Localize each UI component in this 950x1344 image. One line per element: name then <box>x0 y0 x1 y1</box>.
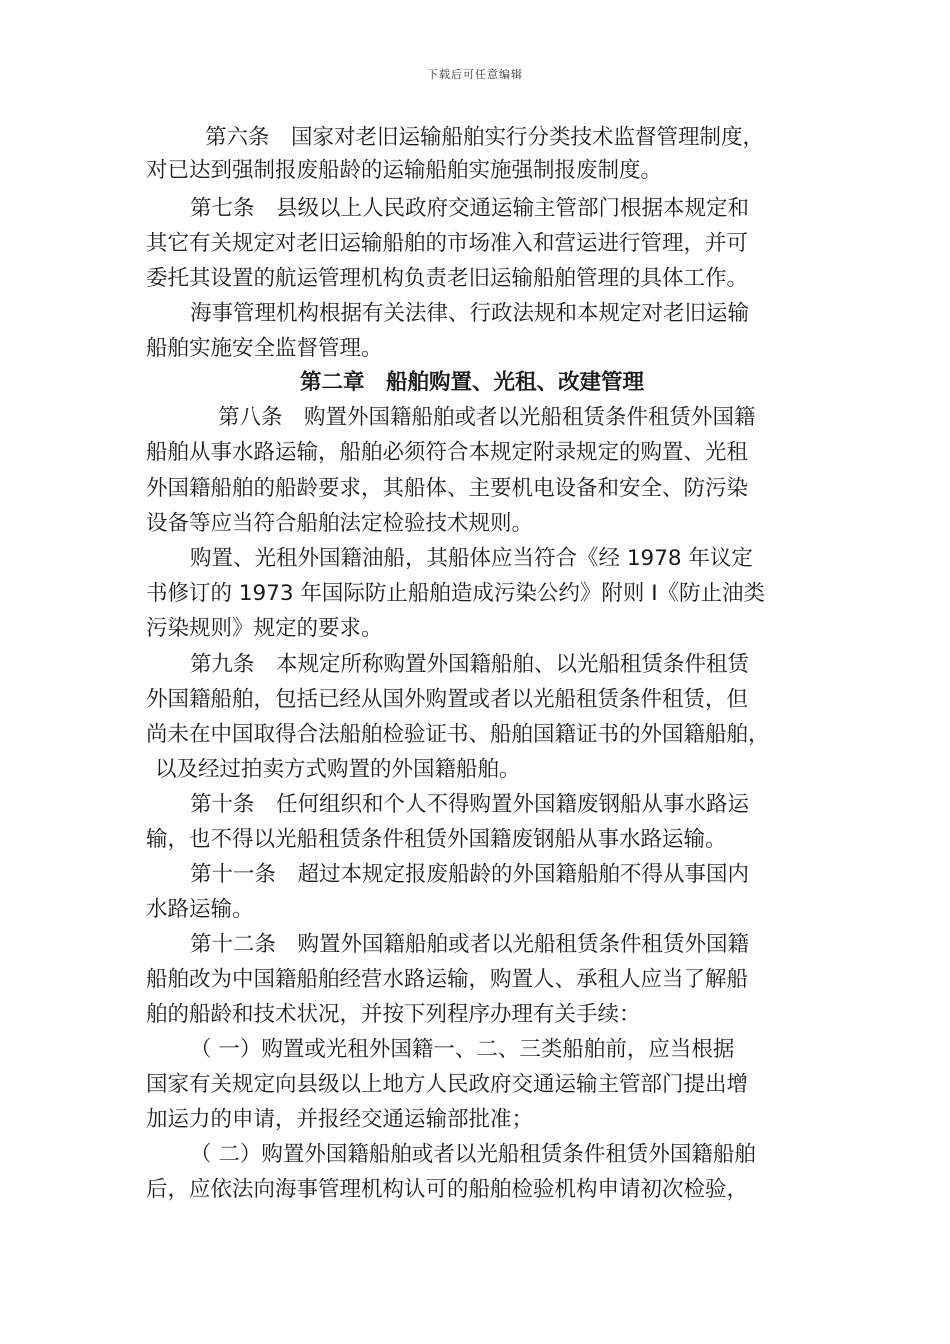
article-8-line-4: 设备等应当符合船舶法定检验技术规则。 <box>146 511 534 536</box>
article-7-line-2: 其它有关规定对老旧运输船舶的市场准入和营运进行管理，并可 <box>146 231 749 256</box>
article-6-line-2: 对已达到强制报废船龄的运输船舶实施强制报废制度。 <box>146 158 663 183</box>
page-header: 下载后可任意编辑 <box>427 68 523 81</box>
oil-tanker-paragraph-line-3: 污染规则》规定的要求。 <box>146 616 383 641</box>
article-8-line-1: 第八条 购置外国籍船舶或者以光船租赁条件租赁外国籍 <box>218 405 756 430</box>
oil-tanker-paragraph-line-2: 书修订的 1973 年国际防止船舶造成污染公约》附则 I《防止油类 <box>146 581 766 606</box>
item-1-line-3: 加运力的申请，并报经交通运输部批准； <box>146 1107 534 1132</box>
article-12-line-1: 第十二条 购置外国籍船舶或者以光船租赁条件租赁外国籍 <box>190 932 750 957</box>
item-2-line-1: （ 二）购置外国籍船舶或者以光船租赁条件租赁外国籍船舶 <box>190 1142 756 1167</box>
oil-tanker-paragraph-line-1: 购置、光租外国籍油船，其船体应当符合《经 1978 年议定 <box>190 546 753 571</box>
article-10-line-2: 输，也不得以光船租赁条件租赁外国籍废钢船从事水路运输。 <box>146 827 727 852</box>
item-1-line-2: 国家有关规定向县级以上地方人民政府交通运输主管部门提出增 <box>146 1072 749 1097</box>
article-9-line-2: 外国籍船舶，包括已经从国外购置或者以光船租赁条件租赁，但 <box>146 687 749 712</box>
article-8-line-3: 外国籍船舶的船龄要求，其船体、主要机电设备和安全、防污染 <box>146 476 749 501</box>
chapter-2-title: 第二章 船舶购置、光租、改建管理 <box>300 370 645 395</box>
article-8-line-2: 船舶从事水路运输，船舶必须符合本规定附录规定的购置、光租 <box>146 440 749 465</box>
article-12-line-2: 船舶改为中国籍船舶经营水路运输，购置人、承租人应当了解船 <box>146 967 749 992</box>
article-9-line-4: 以及经过拍卖方式购置的外国籍船舶。 <box>155 757 521 782</box>
article-11-line-2: 水路运输。 <box>146 897 254 922</box>
article-7-line-3: 委托其设置的航运管理机构负责老旧运输船舶管理的具体工作。 <box>146 266 749 291</box>
maritime-paragraph-line-2: 船舶实施安全监督管理。 <box>146 336 383 361</box>
maritime-paragraph-line-1: 海事管理机构根据有关法律、行政法规和本规定对老旧运输 <box>190 301 750 326</box>
article-12-line-3: 舶的船龄和技术状况，并按下列程序办理有关手续： <box>146 1002 641 1027</box>
article-10-line-1: 第十条 任何组织和个人不得购置外国籍废钢船从事水路运 <box>190 792 750 817</box>
article-11-line-1: 第十一条 超过本规定报废船龄的外国籍船舶不得从事国内 <box>190 862 750 887</box>
item-2-line-2: 后，应依法向海事管理机构认可的船舶检验机构申请初次检验， <box>146 1177 749 1202</box>
article-6-line-1: 第六条 国家对老旧运输船舶实行分类技术监督管理制度， <box>205 125 765 150</box>
article-7-line-1: 第七条 县级以上人民政府交通运输主管部门根据本规定和 <box>190 196 750 221</box>
article-9-line-1: 第九条 本规定所称购置外国籍船舶、以光船租赁条件租赁 <box>190 652 750 677</box>
item-1-line-1: （ 一）购置或光租外国籍一、二、三类船舶前，应当根据 <box>190 1037 735 1062</box>
article-9-line-3: 尚未在中国取得合法船舶检验证书、船舶国籍证书的外国籍船舶， <box>146 722 770 747</box>
